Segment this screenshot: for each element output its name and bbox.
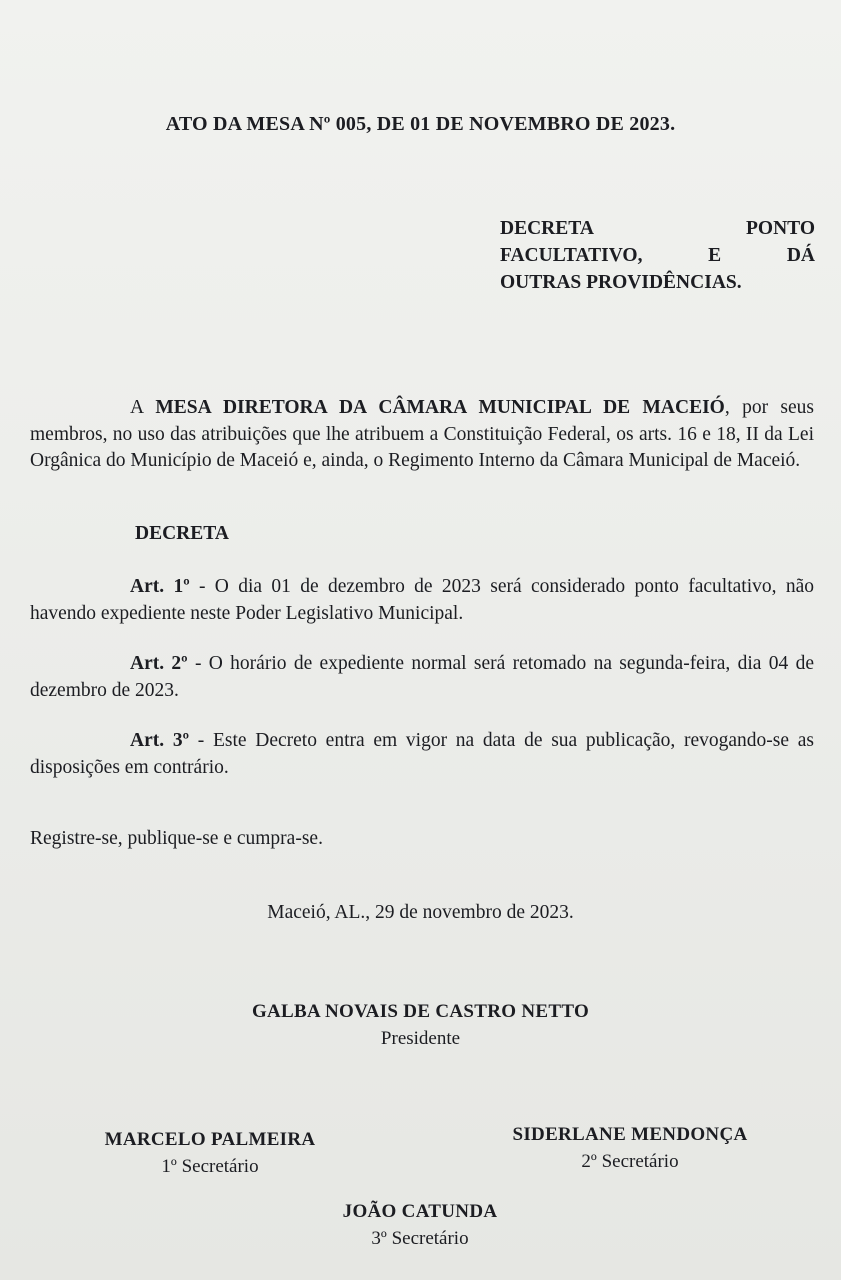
article-label: Art. 3º [130, 730, 190, 751]
article-text: - Este Decreto entra em vigor na data de sua publicação, revogando-se as disposições em contrário. [30, 730, 814, 778]
ementa-line-1 [500, 215, 815, 242]
ementa-word: E [708, 245, 722, 266]
ementa-line-3: OUTRAS PROVIDÊNCIAS. [500, 272, 742, 293]
article-text: - O dia 01 de dezembro de 2023 será considerado ponto facultativo, não havendo expediente neste Poder Legislativo Municipal. [30, 576, 814, 624]
article-1 [30, 574, 814, 627]
decreta-heading: DECRETA [135, 523, 229, 544]
signature-president [0, 998, 841, 1052]
signatory-name: SIDERLANE MENDONÇA [512, 1124, 748, 1145]
document-title: ATO DA MESA Nº 005, DE 01 DE NOVEMBRO DE 2023. [165, 113, 676, 135]
signature-second-secretary [480, 1121, 780, 1175]
signatory-name: GALBA NOVAIS DE CASTRO NETTO [251, 1001, 590, 1022]
ementa-word: DECRETA [500, 218, 594, 239]
signatory-name: MARCELO PALMEIRA [104, 1129, 316, 1150]
signatory-name: JOÃO CATUNDA [342, 1201, 498, 1222]
preamble-paragraph [30, 395, 814, 475]
ementa-word: DÁ [786, 245, 815, 266]
signature-first-secretary [60, 1126, 360, 1180]
signatory-role: 1º Secretário [161, 1156, 259, 1177]
signatory-role: Presidente [380, 1028, 461, 1049]
place-date: Maceió, AL., 29 de novembro de 2023. [267, 902, 574, 923]
ementa-word: PONTO [746, 218, 815, 239]
preamble-rest: , por seus membros, no uso das atribuições que lhe atribuem a Constituição Federal, os arts. 16 e 18, II da Lei Orgânica do Município de Maceió e, ainda, o Regimento Interno da Câmara Municipal de Maceió. [30, 397, 814, 471]
ementa-line-2 [500, 242, 815, 269]
article-label: Art. 1º [130, 576, 190, 597]
article-3 [30, 728, 814, 781]
signatory-role: 3º Secretário [371, 1228, 469, 1249]
article-label: Art. 2º [130, 653, 188, 674]
signatory-role: 2º Secretário [581, 1151, 679, 1172]
signature-third-secretary [270, 1198, 570, 1252]
preamble-bold: MESA DIRETORA DA CÂMARA MUNICIPAL DE MACEIÓ [155, 397, 725, 418]
article-text: - O horário de expediente normal será retomado na segunda-feira, dia 04 de dezembro de 2023. [30, 653, 814, 701]
article-2 [30, 651, 814, 704]
closing-formula: Registre-se, publique-se e cumpra-se. [30, 828, 323, 849]
ementa-word: FACULTATIVO, [500, 245, 643, 266]
ementa [500, 215, 815, 296]
preamble-lead: A [130, 397, 156, 418]
